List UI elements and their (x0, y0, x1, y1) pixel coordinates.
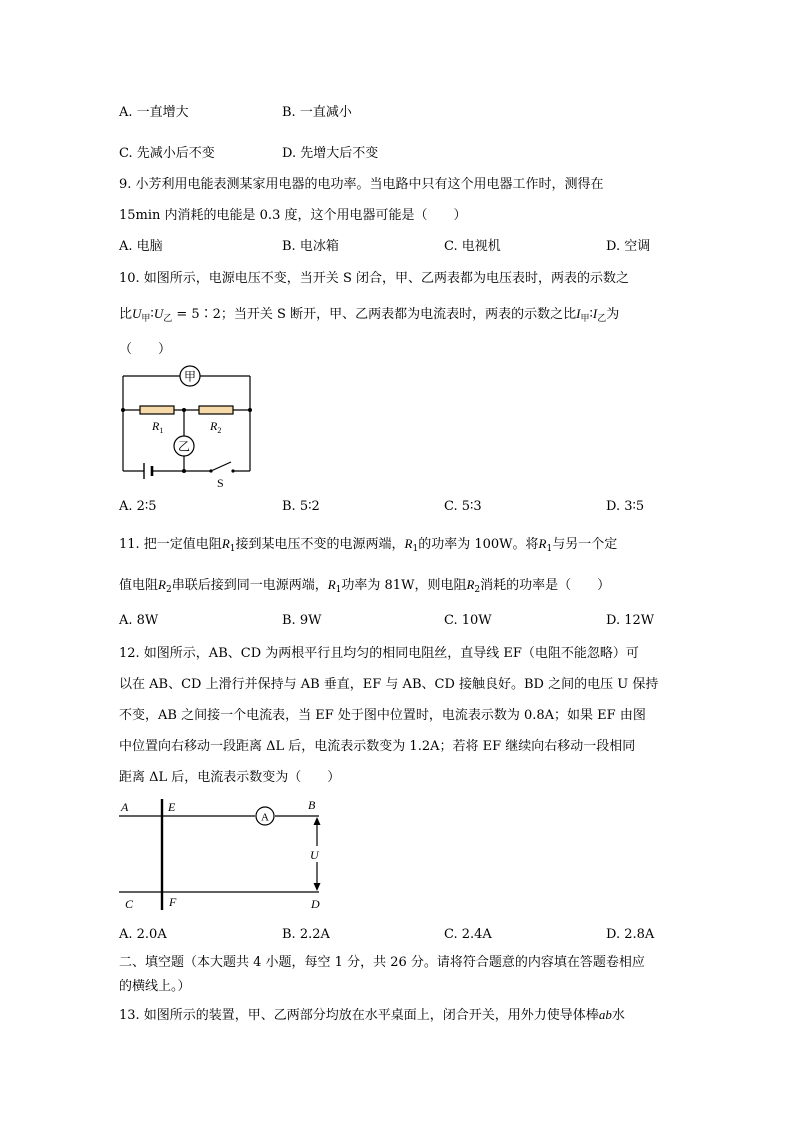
q12-option-b: B. 2.2A (282, 927, 330, 942)
q12-option-a: A. 2.0A (119, 927, 167, 942)
q10-stem-line2: 比$U_甲∶U_乙$ = 5∶2；当开关 S 断开，甲、乙两表都为电流表时，两表的示数之比$I_甲∶I_乙$为 (119, 306, 620, 324)
section2-heading-line2: 的横线上。） (119, 979, 191, 994)
arrow-head-down (314, 883, 321, 891)
label-f: F (169, 895, 177, 909)
q11-option-b: B. 9W (282, 613, 322, 628)
q12-circuit-diagram (115, 796, 330, 916)
ammeter-label: A (261, 811, 269, 824)
label-e: E (168, 800, 176, 814)
q10-option-d: D. 3∶5 (606, 499, 645, 514)
q12-stem-line4: 中位置向右移动一段距离 ΔL 后，电流表示数变为 1.2A；若将 EF 继续向右移动一段相同 (119, 739, 636, 754)
label-u: U (310, 848, 319, 862)
q12-stem-line2: 以在 AB、CD 上滑行并保持与 AB 垂直，EF 与 AB、CD 接触良好。BD 之间的电压 U 保持 (119, 677, 659, 692)
q12-stem-line1: 12. 如图所示，AB、CD 为两根平行且均匀的相同电阻丝，直导线 EF（电阻不能忽略）可 (119, 646, 639, 661)
q12-stem-line5: 距离 ΔL 后，电流表示数变为（ ） (119, 770, 341, 785)
q8-option-b: B. 一直减小 (282, 105, 352, 120)
q10-stem-line3: （ ） (119, 342, 172, 357)
q9-stem-line1: 9. 小芳利用电能表测某家用电器的电功率。当电路中只有这个用电器工作时，测得在 (119, 177, 604, 192)
label-d: D (311, 897, 320, 911)
q9-option-d: D. 空调 (606, 239, 651, 254)
q12-stem-line3: 不变，AB 之间接一个电流表，当 EF 处于图中位置时，电流表示数为 0.8A；如果 EF 由图 (119, 708, 646, 723)
q9-stem-line2: 15min 内消耗的电能是 0.3 度，这个用电器可能是（ ） (119, 208, 467, 223)
section2-heading-line1: 二、填空题（本大题共 4 小题，每空 1 分，共 26 分。请将符合题意的内容填在答题卷相应 (119, 955, 645, 970)
q9-option-b: B. 电冰箱 (282, 239, 339, 254)
q10-circuit-diagram (115, 362, 260, 492)
q11-option-a: A. 8W (119, 613, 159, 628)
label-b: B (308, 798, 316, 812)
q11-stem-line1: 11. 把一定值电阻$R_1$接到某电压不变的电源两端，$R_1$的功率为 100W。将$R_1$与另一个定 (119, 536, 618, 554)
q11-stem-line2: 值电阻$R_2$串联后接到同一电源两端，$R_1$功率为 81W，则电阻$R_2$消耗的功率是（ ） (119, 577, 611, 595)
resistor-r2 (199, 406, 233, 414)
q8-option-a: A. 一直增大 (119, 105, 189, 120)
arrow-head-up (314, 817, 321, 825)
q10-stem-line1: 10. 如图所示，电源电压不变，当开关 S 闭合，甲、乙两表都为电压表时，两表的示数之 (119, 271, 629, 286)
q13-stem-line1: 13. 如图所示的装置，甲、乙两部分均放在水平桌面上，闭合开关，用外力使导体棒ab水 (119, 1007, 625, 1023)
q12-option-d: D. 2.8A (606, 927, 655, 942)
meter-yi-label: 乙 (177, 439, 191, 454)
q8-option-d: D. 先增大后不变 (282, 146, 379, 161)
switch-label: S (217, 476, 224, 490)
q8-option-c: C. 先减小后不变 (119, 146, 215, 161)
r2-label: $R_2$ (210, 419, 222, 435)
q10-option-b: B. 5∶2 (282, 499, 320, 514)
q11-option-d: D. 12W (606, 613, 655, 628)
q12-option-c: C. 2.4A (444, 927, 492, 942)
label-a: A (121, 800, 129, 814)
r1-label: $R_1$ (152, 419, 164, 435)
q11-option-c: C. 10W (444, 613, 492, 628)
q10-option-c: C. 5∶3 (444, 499, 482, 514)
resistor-r1 (140, 406, 174, 414)
meter-jia-label: 甲 (183, 369, 197, 384)
label-c: C (125, 897, 134, 911)
q9-option-c: C. 电视机 (444, 239, 501, 254)
battery-symbol (144, 463, 152, 479)
q10-option-a: A. 2∶5 (119, 499, 157, 514)
q9-option-a: A. 电脑 (119, 239, 163, 254)
